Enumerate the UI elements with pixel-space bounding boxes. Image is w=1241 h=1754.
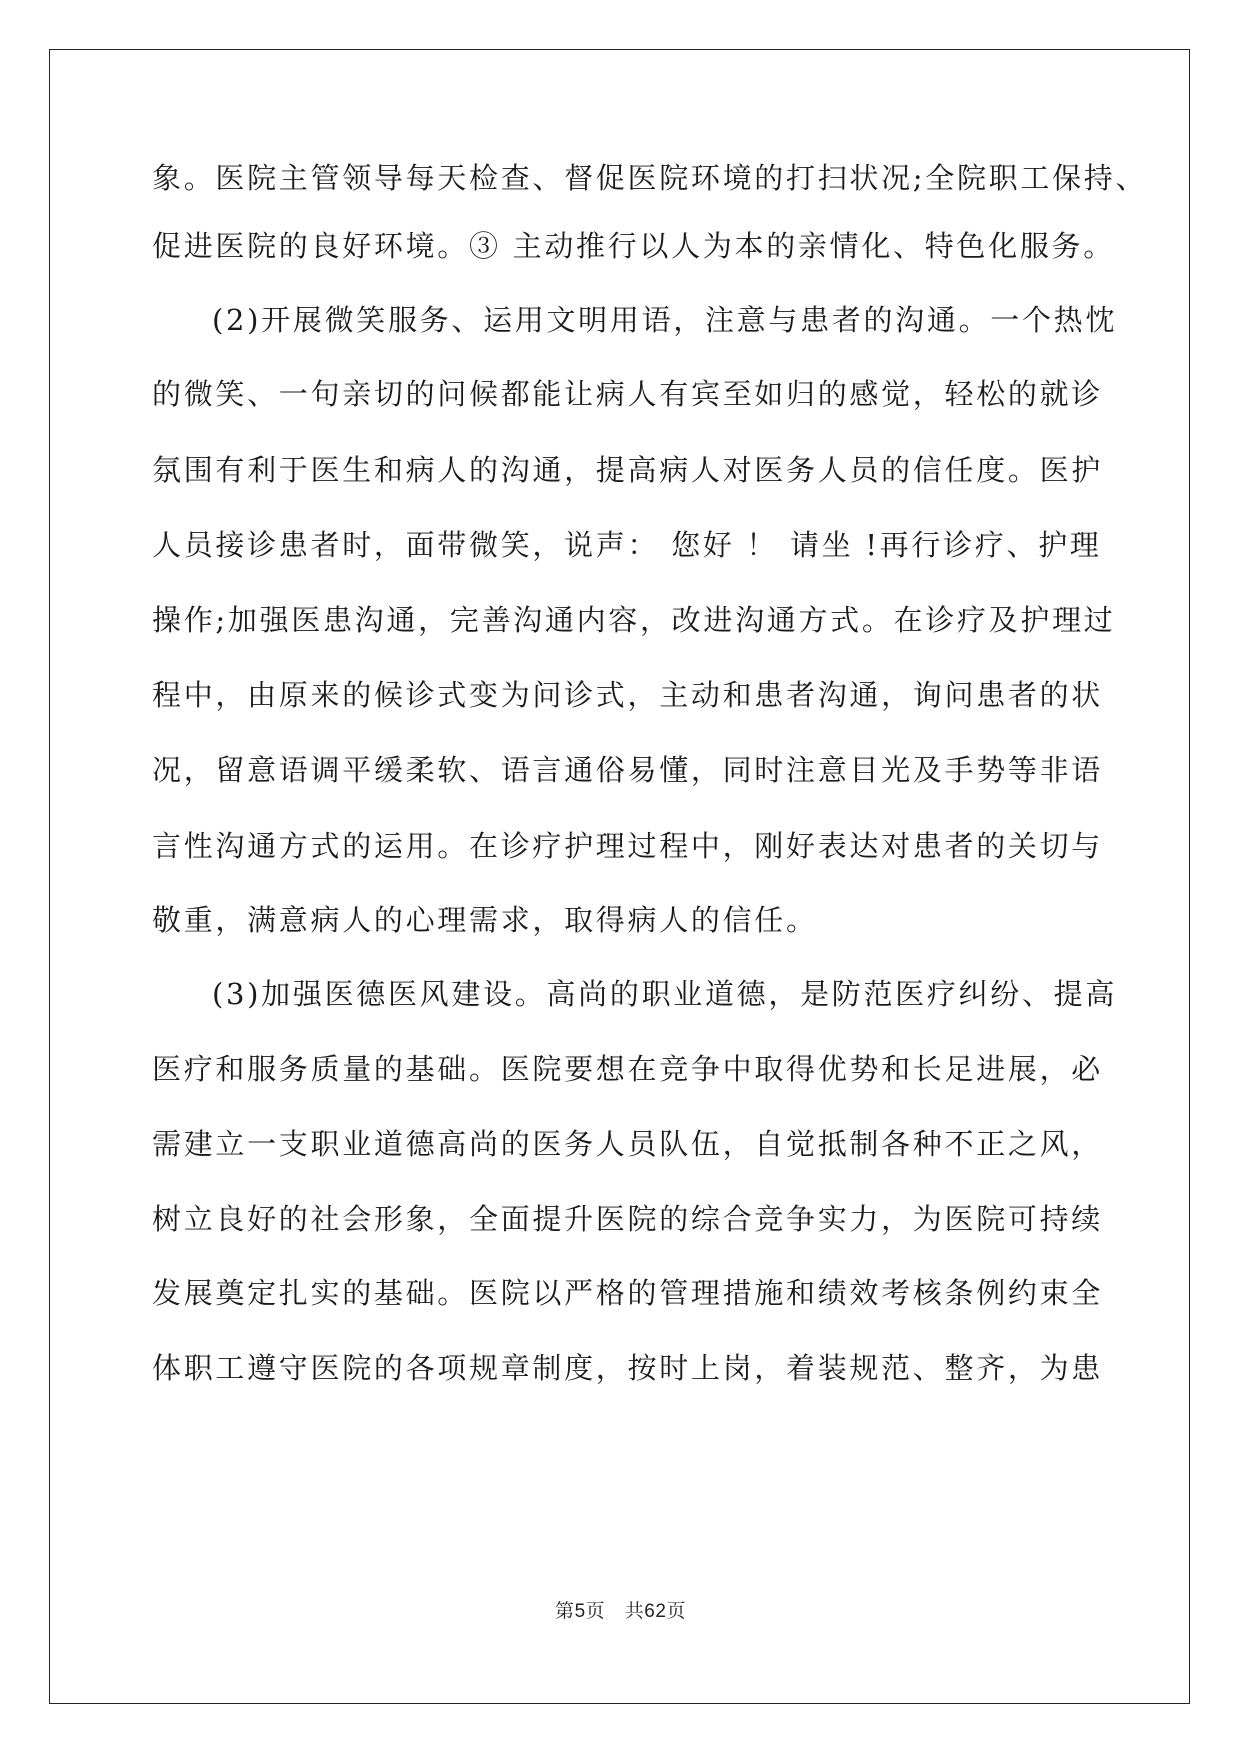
footer-total-suffix: 页 bbox=[666, 1600, 686, 1622]
footer-prefix: 第 bbox=[555, 1600, 575, 1622]
text-line: 敬重，满意病人的心理需求，取得病人的信任。 bbox=[152, 903, 818, 937]
text-line: 树立良好的社会形象，全面提升医院的综合竞争实力，为医院可持续 bbox=[152, 1202, 1104, 1236]
text-line: 象。医院主管领导每天检查、督促医院环境的打扫状况;全院职工保持、 bbox=[152, 161, 1148, 195]
text-line: 程中，由原来的候诊式变为问诊式，主动和患者沟通，询问患者的状 bbox=[152, 678, 1104, 712]
page-footer bbox=[0, 1598, 1241, 1625]
text-line: 发展奠定扎实的基础。医院以严格的管理措施和绩效考核条例约束全 bbox=[152, 1276, 1104, 1310]
text-line: 促进医院的良好环境。③ 主动推行以人为本的亲情化、特色化服务。 bbox=[152, 229, 1115, 263]
page-border bbox=[49, 49, 1190, 1704]
text-line: 的微笑、一句亲切的问候都能让病人有宾至如归的感觉，轻松的就诊 bbox=[152, 377, 1104, 411]
paragraph-start-line: (3)加强医德医风建设。高尚的职业道德，是防范医疗纠纷、提高 bbox=[212, 977, 1118, 1011]
text-line: 体职工遵守医院的各项规章制度，按时上岗，着装规范、整齐，为患 bbox=[152, 1351, 1104, 1385]
text-line: 况，留意语调平缓柔软、语言通俗易懂，同时注意目光及手势等非语 bbox=[152, 753, 1104, 787]
footer-total-prefix: 共 bbox=[624, 1600, 645, 1622]
text-line: 需建立一支职业道德高尚的医务人员队伍，自觉抵制各种不正之风， bbox=[152, 1127, 1104, 1161]
total-page-count: 62 bbox=[644, 1601, 667, 1622]
text-line: 医疗和服务质量的基础。医院要想在竞争中取得优势和长足进展，必 bbox=[152, 1052, 1104, 1086]
text-line: 操作;加强医患沟通，完善沟通内容，改进沟通方式。在诊疗及护理过 bbox=[152, 603, 1116, 637]
text-line: 氛围有利于医生和病人的沟通，提高病人对医务人员的信任度。医护 bbox=[152, 453, 1104, 487]
text-line: 人员接诊患者时，面带微笑，说声： 您好 ！ 请坐 !再行诊疗、护理 bbox=[152, 528, 1102, 562]
paragraph-start-line: (2)开展微笑服务、运用文明用语，注意与患者的沟通。一个热忱 bbox=[212, 303, 1118, 337]
current-page-number: 5 bbox=[574, 1601, 586, 1622]
footer-page-suffix: 页 bbox=[585, 1600, 606, 1622]
text-line: 言性沟通方式的运用。在诊疗护理过程中，刚好表达对患者的关切与 bbox=[152, 829, 1104, 863]
